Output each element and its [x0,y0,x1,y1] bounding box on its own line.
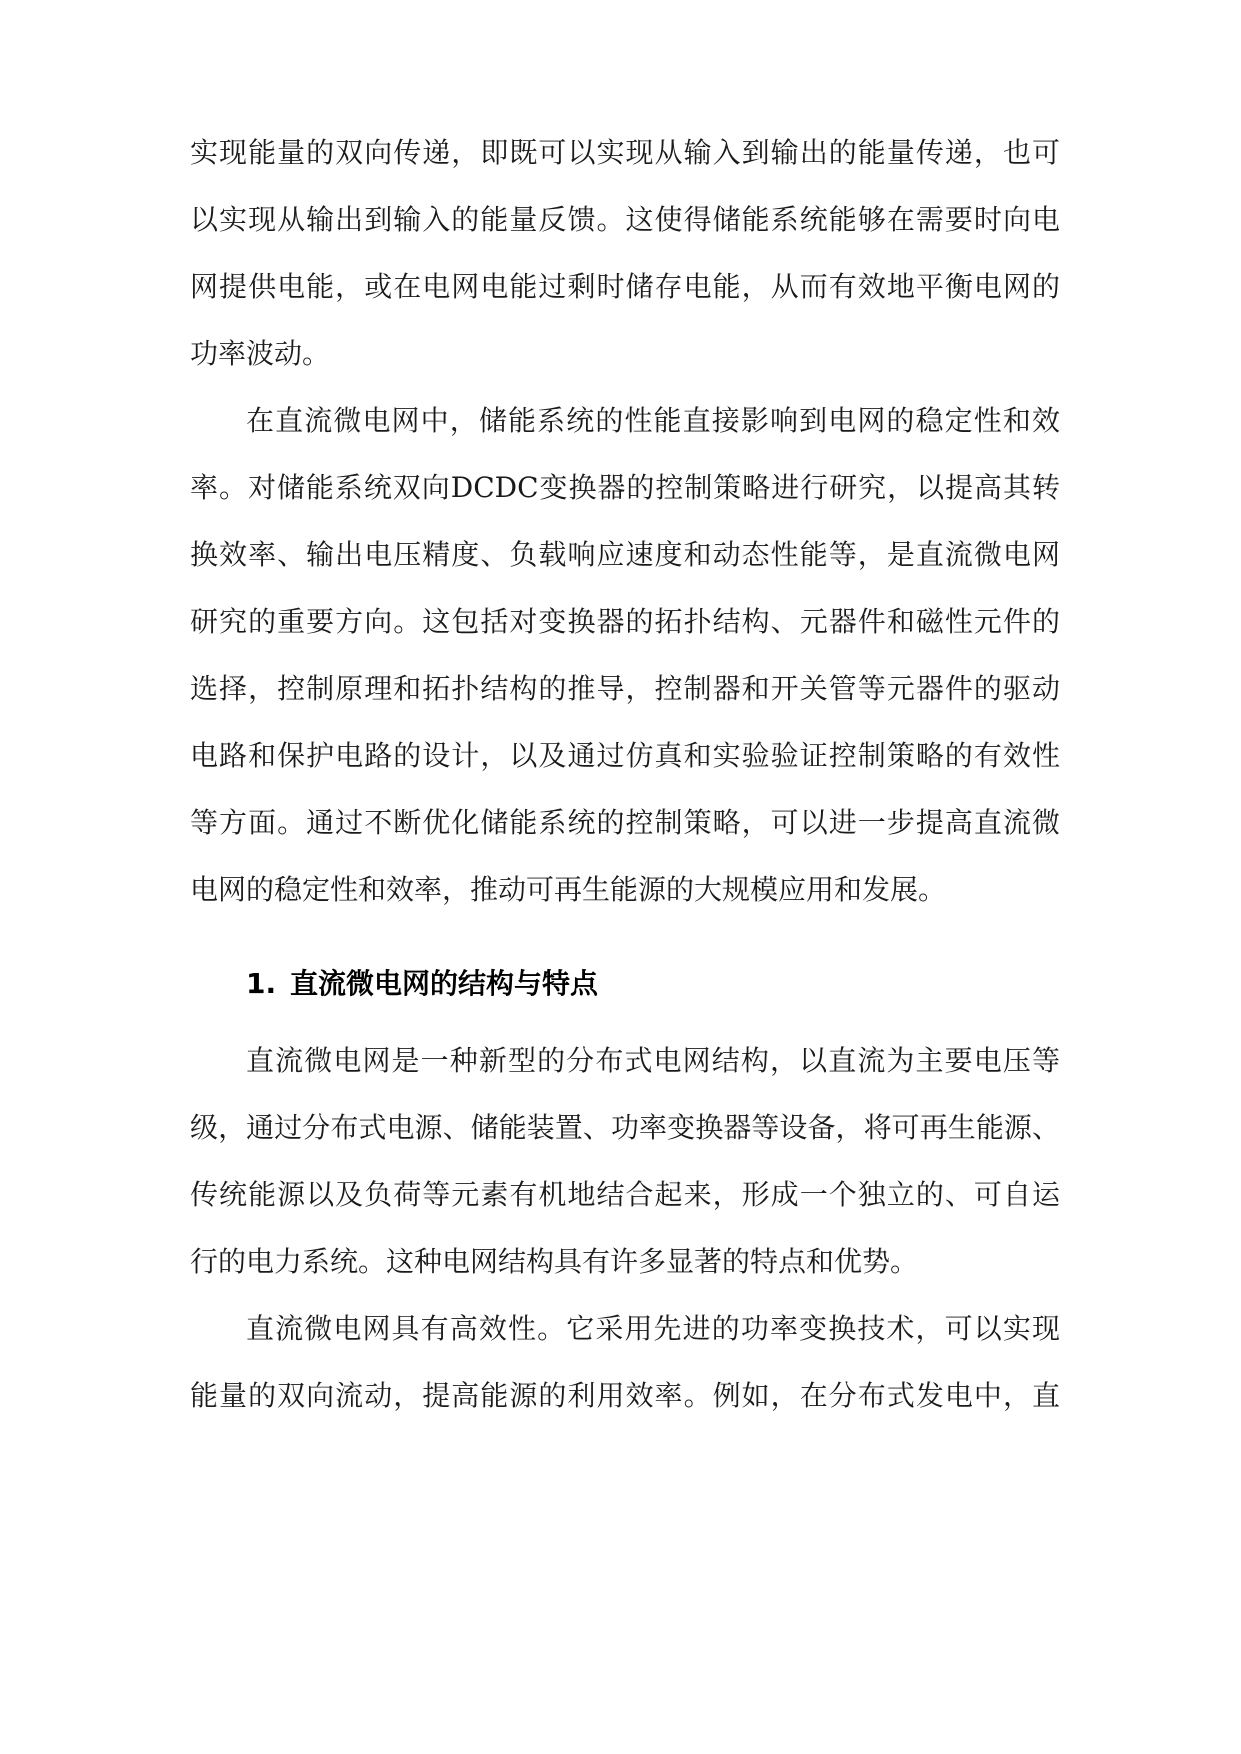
paragraph-line: 传统能源以及负荷等元素有机地结合起来，形成一个独立的、可自运 [190,1178,1060,1211]
paragraph-line: 直流微电网具有高效性。它采用先进的功率变换技术，可以实现 [246,1312,1060,1345]
paragraph-line: 直流微电网是一种新型的分布式电网结构，以直流为主要电压等 [246,1044,1060,1077]
paragraph-line: 级，通过分布式电源、储能装置、功率变换器等设备，将可再生能源、 [190,1111,1060,1144]
paragraph-line: 选择，控制原理和拓扑结构的推导，控制器和开关管等元器件的驱动 [190,672,1060,705]
section-number: 1. [246,967,277,1000]
section-title: 直流微电网的结构与特点 [290,967,599,1000]
paragraph-line: 行的电力系统。这种电网结构具有许多显著的特点和优势。 [190,1245,919,1278]
paragraph-line: 研究的重要方向。这包括对变换器的拓扑结构、元器件和磁性元件的 [190,605,1060,638]
section-heading [246,964,1060,1004]
paragraph-line: 等方面。通过不断优化储能系统的控制策略，可以进一步提高直流微 [190,806,1060,839]
paragraph-line: 实现能量的双向传递，即既可以实现从输入到输出的能量传递，也可 [190,136,1060,169]
paragraph-line: 功率波动。 [190,337,331,370]
paragraph-line: 网提供电能，或在电网电能过剩时储存电能，从而有效地平衡电网的 [190,270,1060,303]
paragraph-line: 以实现从输出到输入的能量反馈。这使得储能系统能够在需要时向电 [190,203,1060,236]
paragraph-line: 电路和保护电路的设计，以及通过仿真和实验验证控制策略的有效性 [190,739,1060,772]
paragraph-line: 换效率、输出电压精度、负载响应速度和动态性能等，是直流微电网 [190,538,1060,571]
paragraph-line: 能量的双向流动，提高能源的利用效率。例如，在分布式发电中，直 [190,1379,1060,1412]
paragraph-line: 在直流微电网中，储能系统的性能直接影响到电网的稳定性和效 [246,404,1060,437]
paragraph-line: 电网的稳定性和效率，推动可再生能源的大规模应用和发展。 [190,873,947,906]
paragraph-line: 率。对储能系统双向DCDC变换器的控制策略进行研究，以提高其转 [190,471,1060,504]
